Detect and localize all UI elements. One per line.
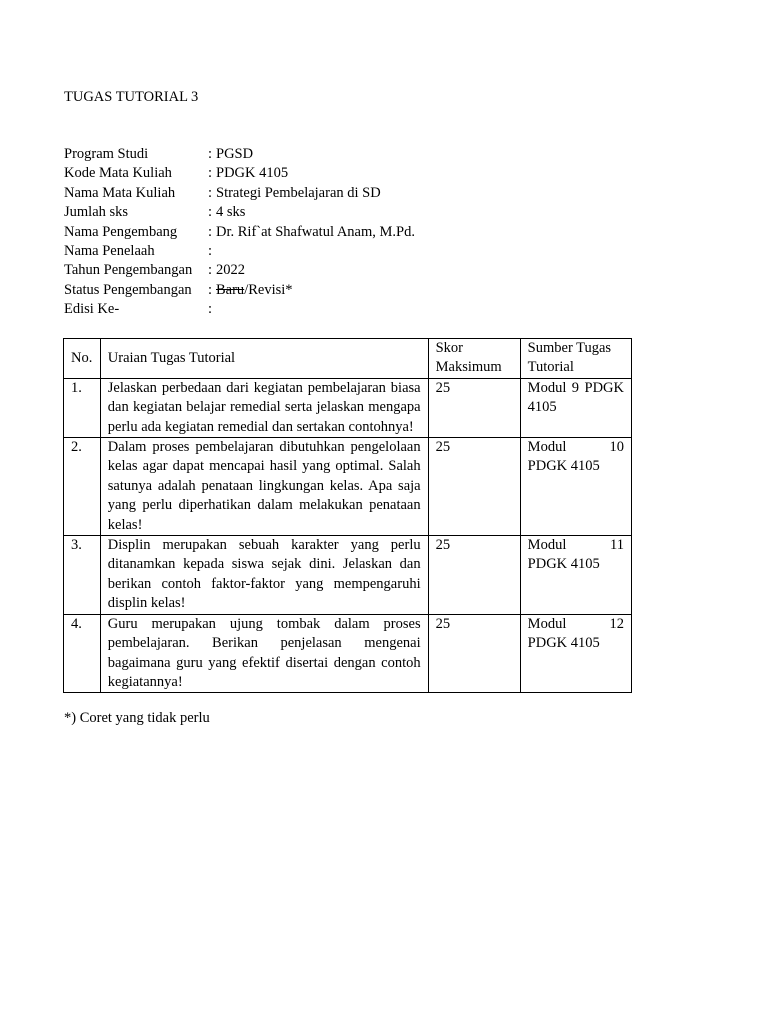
info-label: Program Studi xyxy=(64,146,149,162)
info-value: PGSD xyxy=(216,146,254,162)
info-value: Dr. Rif`at Shafwatul Anam, M.Pd. xyxy=(216,223,415,240)
cell-description: Guru merupakan ujung tombak dalam proses pembelajaran. Berikan penjelasan mengenai bagaimana guru yang efektif disertai dengan contoh kegiatannya! xyxy=(100,614,428,693)
cell-no: 3. xyxy=(64,536,101,615)
info-colon: : xyxy=(208,184,213,201)
header-score: Skor Maksimum xyxy=(428,339,520,379)
info-colon: : xyxy=(208,301,213,318)
info-value: 4 sks xyxy=(216,204,246,221)
cell-no: 4. xyxy=(64,614,101,693)
header-source: Sumber Tugas Tutorial xyxy=(520,339,631,379)
info-colon: : xyxy=(208,281,213,298)
info-colon: : xyxy=(208,204,213,221)
cell-description: Dalam proses pembelajaran dibutuhkan pengelolaan kelas agar dapat mencapai hasil yang optimal. Salah satunya adalah penataan lingkungan kelas. Apa saja yang perlu diperhatikan dalam melakukan penataan kelas! xyxy=(100,438,428,536)
info-colon: : xyxy=(208,146,213,162)
header-description: Uraian Tugas Tutorial xyxy=(100,339,428,379)
task-table xyxy=(63,338,632,693)
info-row-nama-penelaah xyxy=(64,242,415,261)
document-title: TUGAS TUTORIAL 3 xyxy=(64,89,199,105)
info-row-kode-mata-kuliah xyxy=(64,164,415,183)
info-value: 2022 xyxy=(216,262,245,279)
struck-value: Baru xyxy=(216,281,245,298)
cell-source: Modul 11 PDGK 4105 xyxy=(520,536,631,615)
info-row-nama-pengembang xyxy=(64,223,415,242)
info-label: Nama Penelaah xyxy=(64,242,155,259)
cell-score: 25 xyxy=(428,614,520,693)
table-row xyxy=(64,614,632,693)
info-label: Tahun Pengembangan xyxy=(64,262,193,279)
info-label: Status Pengembangan xyxy=(64,281,192,298)
info-label: Nama Mata Kuliah xyxy=(64,184,176,201)
info-label: Jumlah sks xyxy=(64,204,129,221)
cell-score: 25 xyxy=(428,378,520,437)
info-colon: : xyxy=(208,165,213,182)
info-row-jumlah-sks xyxy=(64,203,415,222)
info-colon: : xyxy=(208,262,213,279)
table-row xyxy=(64,438,632,536)
cell-score: 25 xyxy=(428,536,520,615)
table-row xyxy=(64,378,632,437)
cell-source: Modul 10 PDGK 4105 xyxy=(520,438,631,536)
info-value: Strategi Pembelajaran di SD xyxy=(216,184,381,201)
cell-score: 25 xyxy=(428,438,520,536)
info-row-status-pengembangan xyxy=(64,281,415,300)
table-row xyxy=(64,536,632,615)
course-info xyxy=(64,145,415,320)
info-row-edisi-ke xyxy=(64,300,415,319)
info-label: Nama Pengembang xyxy=(64,223,178,240)
info-colon: : xyxy=(208,223,213,240)
header-no: No. xyxy=(64,339,101,379)
info-colon: : xyxy=(208,242,213,259)
info-label: Kode Mata Kuliah xyxy=(64,165,172,182)
cell-source: Modul 12 PDGK 4105 xyxy=(520,614,631,693)
info-label: Edisi Ke- xyxy=(64,301,120,318)
cell-no: 2. xyxy=(64,438,101,536)
cell-description: Jelaskan perbedaan dari kegiatan pembelajaran biasa dan kegiatan belajar remedial serta jelaskan mengapa perlu ada kegiatan remedial dan sertakan contohnya! xyxy=(100,378,428,437)
status-value: /Revisi* xyxy=(244,281,293,298)
footnote: *) Coret yang tidak perlu xyxy=(64,710,210,726)
info-row-nama-mata-kuliah xyxy=(64,184,415,203)
cell-source: Modul 9 PDGK 4105 xyxy=(520,378,631,437)
info-row-program-studi xyxy=(64,145,415,164)
info-value xyxy=(216,281,293,300)
info-row-tahun-pengembangan xyxy=(64,261,415,280)
cell-no: 1. xyxy=(64,378,101,437)
info-value: PDGK 4105 xyxy=(216,165,289,182)
cell-description: Displin merupakan sebuah karakter yang perlu ditanamkan kepada siswa sejak dini. Jelaskan dan berikan contoh faktor-faktor yang mempengaruhi displin kelas! xyxy=(100,536,428,615)
table-header-row xyxy=(64,339,632,379)
